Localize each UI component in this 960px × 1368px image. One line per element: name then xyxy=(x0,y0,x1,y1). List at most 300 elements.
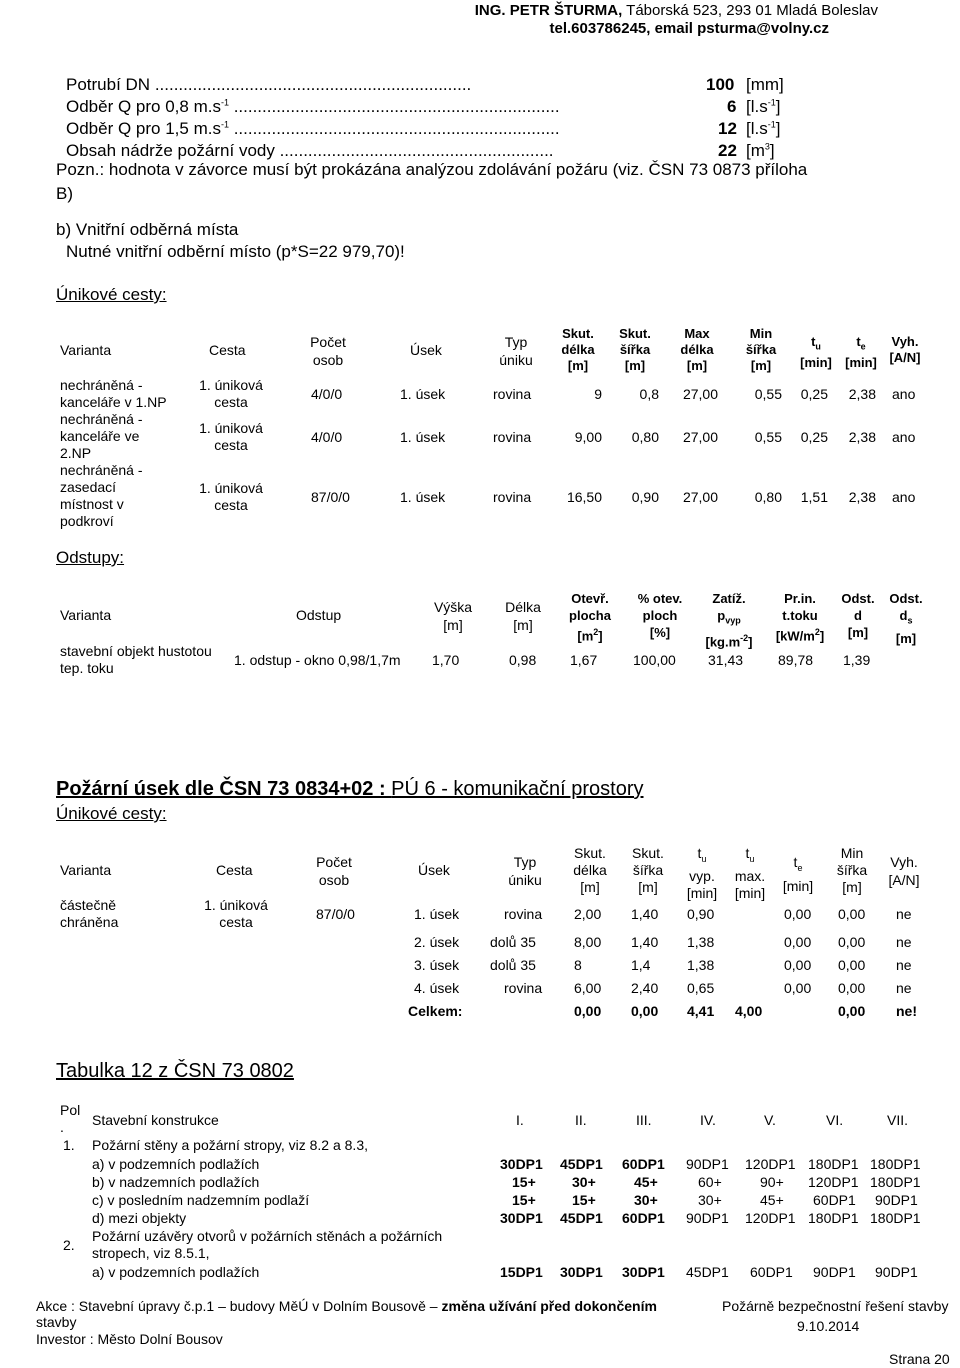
t1-skut-sirka: 0,90 xyxy=(631,489,659,505)
spec-unit: [l.s xyxy=(746,119,768,138)
t3-typ: rovina xyxy=(504,980,543,996)
t12-val-c2: 45DP1 xyxy=(560,1156,603,1172)
hdr-part: ] xyxy=(598,628,603,644)
t3-te: 0,00 xyxy=(784,957,812,973)
t3-cesta xyxy=(198,897,274,931)
t12-header-c2: II. xyxy=(575,1112,587,1128)
cesta-line: 1. úniková xyxy=(199,480,263,496)
footer-akce-line2: stavby xyxy=(36,1314,77,1330)
t3-te: 0,00 xyxy=(784,906,812,922)
header-company: ING. PETR ŠTURMA, xyxy=(474,2,623,19)
t1-skut-sirka: 0,8 xyxy=(639,386,659,402)
hdr-part: [min] xyxy=(734,884,766,901)
t3-total-tu-max: 4,00 xyxy=(735,1003,763,1019)
hdr-part: t xyxy=(856,334,861,349)
spec-q08-value: 6 xyxy=(727,97,737,116)
t1-variant-1 xyxy=(60,377,167,411)
cesta-line: cesta xyxy=(219,914,253,930)
t1-header-pocet xyxy=(300,333,356,369)
t3-vyh: ne xyxy=(896,906,912,922)
hdr-sub: vyp xyxy=(725,615,741,626)
t3-skut-delka: 2,00 xyxy=(574,906,602,922)
t12-val-c5: 45+ xyxy=(760,1192,784,1208)
t2-header-pr-in xyxy=(768,590,832,644)
t3-header-cesta: Cesta xyxy=(216,862,253,878)
t12-val-c3: 30DP1 xyxy=(622,1264,665,1280)
hdr-sup: 2 xyxy=(593,627,599,637)
hdr-part: [kg.m xyxy=(705,633,741,649)
hdr-part: Zatíž. xyxy=(712,591,746,606)
t12-val-c5: 120DP1 xyxy=(745,1156,796,1172)
t1-usek: 1. úsek xyxy=(400,489,446,505)
footer-akce xyxy=(36,1298,657,1314)
t12-val-c2: 45DP1 xyxy=(560,1210,603,1226)
hdr-part: plocha xyxy=(569,608,611,623)
t3-min-sirka: 0,00 xyxy=(838,934,866,950)
t12-val-c1: 15DP1 xyxy=(500,1264,543,1280)
hdr-part: [m] xyxy=(624,358,646,373)
t3-skut-delka: 8 xyxy=(574,957,582,973)
t3-usek: 2. úsek xyxy=(414,934,460,950)
spec-q08-unit xyxy=(746,97,780,117)
t1-pocet: 4/0/0 xyxy=(311,429,343,445)
footer-akce-label: Akce : xyxy=(36,1298,79,1314)
hdr-part: Skut. xyxy=(619,326,651,341)
t12-header-c1: I. xyxy=(516,1112,524,1128)
t12-val-c2: 30+ xyxy=(572,1174,596,1190)
t12-val-c6: 120DP1 xyxy=(808,1174,859,1190)
hdr-part: [min] xyxy=(800,354,832,370)
t12-label-multi xyxy=(92,1228,442,1262)
t1-typ: rovina xyxy=(493,489,532,505)
spec-sup: -1 xyxy=(220,97,229,108)
t2-odst-d: 1,39 xyxy=(843,652,871,668)
t3-tu-vyp: 1,38 xyxy=(687,934,715,950)
t2-header-odst-d xyxy=(836,590,880,641)
hdr-part: t xyxy=(811,334,816,349)
header-contact: tel.603786245, email psturma@volny.cz xyxy=(549,20,829,37)
fire-title-rest: PÚ 6 - komunikační prostory xyxy=(391,778,644,800)
spec-tank-label: Obsah nádrže požární vody .......................................................... xyxy=(66,141,554,160)
spec-sup: -1 xyxy=(220,119,229,130)
footer-date: 9.10.2014 xyxy=(797,1318,860,1334)
t12-label: Požární stěny a požární stropy, viz 8.2 a 8.3, xyxy=(92,1137,368,1153)
t1-vyh: ano xyxy=(892,386,916,402)
t2-header-vyska xyxy=(428,598,478,634)
t3-total-tu-vyp: 4,41 xyxy=(687,1003,715,1019)
t3-te: 0,00 xyxy=(784,934,812,950)
hdr-part: Počet xyxy=(316,854,352,870)
t3-skut-sirka: 1,4 xyxy=(631,957,651,973)
spec-dn-value: 100 xyxy=(706,75,735,94)
t12-val-c6: 60DP1 xyxy=(813,1192,856,1208)
t3-vyh: ne xyxy=(896,957,912,973)
t3-total-skut-delka: 0,00 xyxy=(574,1003,602,1019)
hdr-part: Pol xyxy=(60,1102,81,1118)
t12-val-c4: 90DP1 xyxy=(686,1210,729,1226)
t3-header-pocet xyxy=(306,853,362,889)
hdr-part: max. xyxy=(734,867,766,884)
hdr-part: Min xyxy=(749,326,773,341)
t3-total-label: Celkem: xyxy=(408,1003,463,1019)
hdr-part: šířka xyxy=(632,862,664,878)
t12-val-c1: 30DP1 xyxy=(500,1210,543,1226)
t3-header-skut-sirka xyxy=(624,845,672,896)
t12-val-c4: 60+ xyxy=(698,1174,722,1190)
t1-pocet: 87/0/0 xyxy=(311,489,350,505)
t12-label-line: stropech, viz 8.5.1, xyxy=(92,1245,210,1261)
variant-line: 2.NP xyxy=(60,445,92,461)
cesta-line: cesta xyxy=(214,394,248,410)
hdr-part: [%] xyxy=(649,625,671,640)
cesta-line: cesta xyxy=(214,437,248,453)
t2-header-delka xyxy=(498,598,548,634)
t2-header-percent-open xyxy=(630,590,690,641)
fire-title-bold: Požární úsek dle ČSN 73 0834+02 : xyxy=(56,778,392,800)
t1-header-skut-delka xyxy=(555,326,601,374)
hdr-part: [m] xyxy=(842,879,862,895)
hdr-sub: u xyxy=(749,853,755,864)
escape-routes-title-1: Únikové cesty: xyxy=(56,285,167,304)
t12-val-c3: 45+ xyxy=(634,1174,658,1190)
t12-val-c2: 15+ xyxy=(572,1192,596,1208)
t2-header-varianta: Varianta xyxy=(60,607,112,623)
t2-otevr: 1,67 xyxy=(570,652,598,668)
variant-line: kanceláře v 1.NP xyxy=(60,394,167,410)
t3-usek: 3. úsek xyxy=(414,957,460,973)
hdr-sub: e xyxy=(797,862,803,873)
hdr-part: Odst. xyxy=(889,591,923,606)
hdr-part: Délka xyxy=(505,599,541,615)
t1-te: 2,38 xyxy=(848,429,876,445)
variant-line: místnost v xyxy=(60,496,124,512)
t12-val-c1: 30DP1 xyxy=(500,1156,543,1172)
t1-tu: 0,25 xyxy=(800,429,828,445)
hdr-part: šířka xyxy=(619,342,651,357)
hdr-part: d xyxy=(899,608,908,623)
hdr-part: [m] xyxy=(443,617,463,633)
t1-tu: 0,25 xyxy=(800,386,828,402)
t12-val-c6: 90DP1 xyxy=(813,1264,856,1280)
t2-zatiz: 31,43 xyxy=(708,652,744,668)
t12-header-c5: V. xyxy=(764,1112,776,1128)
odstupy-title: Odstupy: xyxy=(56,548,125,567)
t3-header-tu-max xyxy=(728,845,772,902)
hdr-part: Výška xyxy=(433,599,473,615)
hdr-sub: s xyxy=(907,615,913,626)
hdr-part: p xyxy=(717,608,726,623)
hdr-part: délka xyxy=(561,342,595,357)
t1-cesta-2 xyxy=(193,420,269,454)
t1-usek: 1. úsek xyxy=(400,429,446,445)
t1-cesta-3 xyxy=(193,480,269,514)
variant-line: nechráněná - xyxy=(60,411,143,427)
hdr-part: ] xyxy=(819,628,825,644)
t12-label: a) v podzemních podlažích xyxy=(92,1156,260,1172)
hdr-part: [m] xyxy=(580,879,600,895)
hdr-part: [kW/m xyxy=(775,628,815,644)
spec-q15-unit xyxy=(746,119,780,139)
hdr-part: Vyh. xyxy=(890,854,918,870)
cesta-line: 1. úniková xyxy=(199,420,263,436)
t1-variant-2 xyxy=(60,411,143,462)
hdr-part: t xyxy=(745,845,750,861)
t3-header-typ xyxy=(500,853,550,889)
spec-tank-unit xyxy=(746,141,775,161)
t2-header-odstup: Odstup xyxy=(296,607,342,623)
hdr-part: [m] xyxy=(638,879,658,895)
header-address: Táborská 523, 293 01 Mladá Boleslav xyxy=(622,2,878,19)
cesta-line: 1. úniková xyxy=(199,377,263,393)
hdr-part: d xyxy=(854,608,862,623)
hdr-part: šířka xyxy=(745,342,777,357)
variant-line: stavební objekt hustotou xyxy=(60,643,212,659)
t12-val-c3: 60DP1 xyxy=(622,1156,665,1172)
cesta-line: 1. úniková xyxy=(204,897,268,913)
t12-header-c6: VI. xyxy=(826,1112,844,1128)
hdr-part: Pr.in. xyxy=(784,591,816,606)
hdr-part: t xyxy=(793,854,798,870)
hdr-part: osob xyxy=(318,872,350,888)
t3-skut-sirka: 1,40 xyxy=(631,934,659,950)
t1-typ: rovina xyxy=(493,429,532,445)
t2-header-zatiz xyxy=(700,590,758,650)
hdr-part: Skut. xyxy=(562,326,594,341)
t3-typ: dolů 35 xyxy=(490,934,536,950)
t3-skut-delka: 8,00 xyxy=(574,934,602,950)
spec-unit-end: ] xyxy=(775,119,781,138)
t3-usek: 4. úsek xyxy=(414,980,460,996)
t3-total-min-sirka: 0,00 xyxy=(838,1003,866,1019)
t12-label: b) v nadzemních podlažích xyxy=(92,1174,260,1190)
t3-min-sirka: 0,00 xyxy=(838,980,866,996)
t1-header-cesta: Cesta xyxy=(209,342,246,358)
t1-header-max-delka xyxy=(674,326,720,374)
t3-typ: dolů 35 xyxy=(490,957,536,973)
t1-te: 2,38 xyxy=(848,386,876,402)
hdr-part: [m] xyxy=(895,630,917,646)
t12-val-c1: 15+ xyxy=(512,1192,536,1208)
t12-val-c4: 90DP1 xyxy=(686,1156,729,1172)
spec-unit-sup: -1 xyxy=(767,97,776,108)
t1-vyh: ano xyxy=(892,429,916,445)
t1-skut-delka: 9,00 xyxy=(574,429,602,445)
t1-header-te xyxy=(838,334,884,371)
hdr-part: [m xyxy=(577,628,594,644)
t3-skut-sirka: 2,40 xyxy=(631,980,659,996)
t1-pocet: 4/0/0 xyxy=(311,386,343,402)
t3-total-skut-sirka: 0,00 xyxy=(631,1003,659,1019)
hdr-part: Počet xyxy=(310,334,346,350)
variant-line: zasedací xyxy=(60,479,117,495)
note-line-2: B) xyxy=(56,184,73,203)
t12-pol: 1. xyxy=(63,1137,75,1153)
t1-skut-delka: 16,50 xyxy=(566,489,602,505)
fire-section-title xyxy=(56,778,644,801)
t1-header-skut-sirka xyxy=(612,326,658,374)
hdr-part: délka xyxy=(573,862,607,878)
t3-total-vyh: ne! xyxy=(896,1003,917,1019)
t1-usek: 1. úsek xyxy=(400,386,446,402)
t3-variant xyxy=(60,897,118,931)
hdr-part: Skut. xyxy=(574,845,606,861)
t1-min-sirka: 0,55 xyxy=(754,386,782,402)
t3-skut-sirka: 1,40 xyxy=(631,906,659,922)
t12-val-c6: 180DP1 xyxy=(808,1156,859,1172)
footer-akce-bold: změna užívání před dokončením xyxy=(441,1298,657,1314)
escape-routes-title-2: Únikové cesty: xyxy=(56,804,167,823)
spec-label: Potrubí DN xyxy=(66,75,155,94)
hdr-part: délka xyxy=(680,342,714,357)
variant-line: nechráněná - xyxy=(60,377,143,393)
hdr-part: Typ xyxy=(504,334,528,350)
spec-unit: [l.s xyxy=(746,97,768,116)
t1-header-tu xyxy=(793,334,839,371)
hdr-part: osob xyxy=(312,352,344,368)
t1-max-delka: 27,00 xyxy=(682,489,718,505)
footer-investor: Investor : Město Dolní Bousov xyxy=(36,1331,223,1347)
hdr-part: Min xyxy=(840,845,864,861)
t1-min-sirka: 0,55 xyxy=(754,429,782,445)
spec-q15-value: 12 xyxy=(718,119,737,138)
hdr-part: % otev. xyxy=(637,591,683,606)
variant-line: nechráněná - xyxy=(60,462,143,478)
hdr-part: [min] xyxy=(845,354,877,370)
hdr-sub: u xyxy=(701,853,707,864)
hdr-part: Vyh. xyxy=(891,334,919,349)
t12-header-c7: VII. xyxy=(887,1112,909,1128)
hdr-part: t xyxy=(697,845,702,861)
spec-label: Odběr Q pro 1,5 m.s xyxy=(66,119,221,138)
t12-val-c4: 45DP1 xyxy=(686,1264,729,1280)
spec-tank-value: 22 xyxy=(718,141,737,160)
t12-val-c2: 30DP1 xyxy=(560,1264,603,1280)
spec-label: Obsah nádrže požární vody xyxy=(66,141,280,160)
hdr-part: [A/N] xyxy=(889,350,921,365)
t3-tu-vyp: 1,38 xyxy=(687,957,715,973)
footer-akce-text: Stavební úpravy č.p.1 – budovy MěÚ v Dolním Bousově – xyxy=(78,1298,442,1314)
t12-val-c1: 15+ xyxy=(512,1174,536,1190)
t1-header-typ xyxy=(492,333,540,369)
hdr-part: [m] xyxy=(750,358,772,373)
t12-val-c5: 90+ xyxy=(760,1174,784,1190)
t12-label: a) v podzemních podlažích xyxy=(92,1264,260,1280)
t3-tu-vyp: 0,65 xyxy=(687,980,715,996)
t3-tu-vyp: 0,90 xyxy=(687,906,715,922)
t2-pr-in: 89,78 xyxy=(778,652,814,668)
hdr-part: Odst. xyxy=(841,591,875,606)
t1-header-min-sirka xyxy=(738,326,784,374)
hdr-part: Typ xyxy=(513,854,537,870)
hdr-part: vyp. xyxy=(689,867,715,884)
t12-val-c7: 90DP1 xyxy=(875,1192,918,1208)
hdr-part: úniku xyxy=(508,872,542,888)
t2-header-odst-ds xyxy=(884,590,928,647)
hdr-sup: -2 xyxy=(740,632,749,643)
t1-max-delka: 27,00 xyxy=(682,386,718,402)
t2-vyska: 1,70 xyxy=(432,652,460,668)
t12-val-c7: 180DP1 xyxy=(870,1174,921,1190)
t3-typ: rovina xyxy=(504,906,543,922)
t12-header-c3: III. xyxy=(636,1112,652,1128)
t3-header-tu-vyp xyxy=(682,845,722,902)
table12-title: Tabulka 12 z ČSN 73 0802 xyxy=(56,1060,294,1082)
t12-header-pol xyxy=(60,1102,80,1136)
t1-variant-3 xyxy=(60,462,143,530)
spec-label: Odběr Q pro 0,8 m.s xyxy=(66,97,221,116)
header-company-line xyxy=(475,2,878,19)
t2-odstup: 1. odstup - okno 0,98/1,7m xyxy=(234,652,401,668)
t12-pol: 2. xyxy=(63,1237,75,1253)
note-line-1: Pozn.: hodnota v závorce musí být prokázána analýzou zdolávání požáru (viz. ČSN 73 0873 příloha xyxy=(56,160,808,179)
cesta-line: cesta xyxy=(214,497,248,513)
variant-line: podkroví xyxy=(60,513,114,529)
section-b-title: b) Vnitřní odběrná místa xyxy=(56,220,239,239)
t3-header-te xyxy=(777,853,819,895)
t1-cesta-1 xyxy=(193,377,269,411)
spec-unit-end: ] xyxy=(775,97,781,116)
t12-label: d) mezi objekty xyxy=(92,1210,187,1226)
hdr-part: [A/N] xyxy=(888,872,920,888)
t1-vyh: ano xyxy=(892,489,916,505)
t12-val-c7: 90DP1 xyxy=(875,1264,918,1280)
t2-header-otevr-plocha xyxy=(562,590,618,644)
section-b-text: Nutné vnitřní odběrní místo (p*S=22 979,70)! xyxy=(66,242,405,261)
t3-header-skut-delka xyxy=(566,845,614,896)
t1-header-vyh xyxy=(882,334,928,366)
hdr-part: ploch xyxy=(642,608,678,623)
variant-line: tep. toku xyxy=(60,660,114,676)
spec-unit-sup: 3 xyxy=(764,141,770,152)
t12-label: c) v posledním nadzemním podlaží xyxy=(92,1192,310,1208)
t1-header-usek: Úsek xyxy=(410,342,442,358)
t1-min-sirka: 0,80 xyxy=(754,489,782,505)
t12-header-konstrukce: Stavební konstrukce xyxy=(92,1112,219,1128)
spec-q08-label: Odběr Q pro 0,8 $m.s^{-1}$ ..................................................................... xyxy=(66,97,560,116)
t12-val-c5: 60DP1 xyxy=(750,1264,793,1280)
hdr-part: úniku xyxy=(499,352,533,368)
hdr-sup: 2 xyxy=(814,627,820,637)
t1-typ: rovina xyxy=(493,386,532,402)
t3-skut-delka: 6,00 xyxy=(574,980,602,996)
t1-skut-sirka: 0,80 xyxy=(631,429,659,445)
footer-document-title: Požárně bezpečnostní řešení stavby xyxy=(722,1298,949,1314)
t1-tu: 1,51 xyxy=(800,489,828,505)
variant-line: kanceláře ve xyxy=(60,428,140,444)
t1-max-delka: 27,00 xyxy=(682,429,718,445)
t3-usek: 1. úsek xyxy=(414,906,460,922)
hdr-part: [m] xyxy=(847,625,869,640)
t1-header-varianta: Varianta xyxy=(60,342,112,358)
t12-val-c4: 30+ xyxy=(698,1192,722,1208)
t3-header-vyh xyxy=(880,853,928,889)
t12-val-c6: 180DP1 xyxy=(808,1210,859,1226)
hdr-part: šířka xyxy=(836,862,868,878)
hdr-part: Otevř. xyxy=(571,591,609,606)
t12-val-c3: 30+ xyxy=(634,1192,658,1208)
hdr-part: ] xyxy=(748,633,753,649)
variant-line: chráněna xyxy=(60,914,119,930)
t2-percent: 100,00 xyxy=(633,652,676,668)
t12-label-line: Požární uzávěry otvorů v požárních stěnách a požárních xyxy=(92,1228,443,1244)
t3-min-sirka: 0,00 xyxy=(838,957,866,973)
hdr-part: [m] xyxy=(686,358,708,373)
t3-header-varianta: Varianta xyxy=(60,862,112,878)
t3-vyh: ne xyxy=(896,934,912,950)
spec-dn-unit: [mm] xyxy=(746,75,784,94)
hdr-part: Max xyxy=(684,326,710,341)
t12-header-c4: IV. xyxy=(700,1112,716,1128)
